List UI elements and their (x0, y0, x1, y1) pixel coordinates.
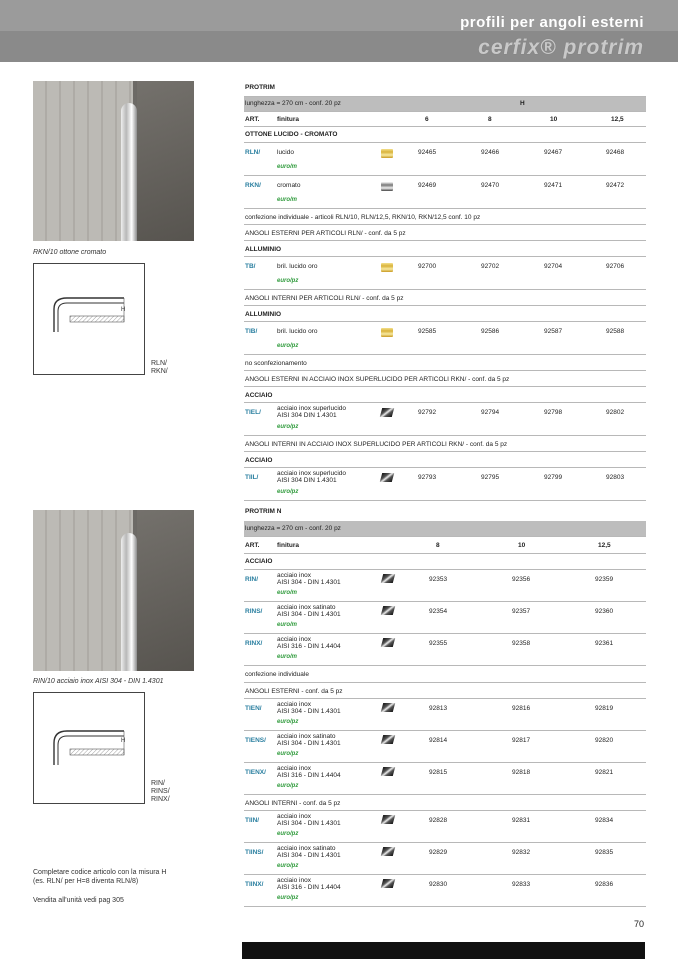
price-unit: euro/m (277, 164, 298, 170)
product-code: 92832 (512, 849, 531, 856)
product-row (244, 570, 646, 602)
column-header-row (244, 112, 646, 127)
note-row (244, 436, 646, 452)
note-row (244, 371, 646, 387)
table-title: PROTRIM (245, 84, 275, 91)
order-note (33, 868, 166, 886)
steel-finish-icon (381, 703, 395, 712)
product-code: 92361 (595, 640, 614, 647)
section-row (244, 452, 646, 468)
price-unit: euro/pz (277, 895, 299, 901)
product-row (244, 634, 646, 666)
product-code: 92819 (595, 705, 614, 712)
finish: bril. lucido oro (277, 263, 318, 270)
product-code: 92793 (418, 474, 437, 481)
finish-spec: AISI 304 DIN 1.4301 (277, 477, 337, 484)
product-photo-rkn (33, 81, 194, 241)
article-code: TIENX/ (245, 769, 266, 776)
product-row (244, 176, 646, 209)
finish-spec: AISI 316 - DIN 1.4404 (277, 884, 341, 891)
note-row (244, 225, 646, 241)
note-row (244, 666, 646, 683)
steel-finish-icon (380, 408, 394, 417)
steel-finish-icon (381, 735, 395, 744)
price-unit: euro/pz (277, 343, 299, 349)
finish: acciaio inox superlucido (277, 470, 347, 477)
finish-spec: AISI 304 - DIN 1.4301 (277, 579, 341, 586)
product-code: 92792 (418, 409, 437, 416)
finish: lucido (277, 149, 294, 156)
table-title-row (244, 508, 646, 521)
product-code: 92795 (481, 474, 500, 481)
product-code: 92467 (544, 149, 563, 156)
length-row (244, 97, 646, 112)
note-text: confezione individuale - articoli RLN/10, RLN/12,5, RKN/10, RKN/12,5 conf. 10 pz (245, 214, 481, 221)
profile-diagram-1 (33, 263, 145, 375)
article-code: RLN/ (245, 149, 261, 156)
note-line: Completare codice articolo con la misura H (33, 869, 167, 876)
section-row (244, 387, 646, 403)
diagram-code: RKN/ (151, 368, 168, 375)
product-code: 92358 (512, 640, 531, 647)
note-text: ANGOLI INTERNI IN ACCIAIO INOX SUPERLUCIDO PER ARTICOLI RKN/ - conf. da 5 pz (245, 441, 508, 448)
product-code: 92357 (512, 608, 531, 615)
article-code: TIINX/ (245, 881, 264, 888)
col-size: 8 (488, 116, 492, 123)
article-code: TIEL/ (245, 409, 261, 416)
product-row (244, 875, 646, 907)
col-size: 10 (550, 116, 558, 123)
product-code: 92813 (429, 705, 448, 712)
column-header-row (244, 537, 646, 554)
finish-spec: AISI 304 - DIN 1.4301 (277, 820, 341, 827)
article-code: TIIL/ (245, 474, 259, 481)
product-code: 92817 (512, 737, 531, 744)
product-code: 92802 (606, 409, 625, 416)
product-code: 92470 (481, 182, 500, 189)
finish-spec: AISI 316 - DIN 1.4404 (277, 772, 341, 779)
product-code: 92830 (429, 881, 448, 888)
product-row (244, 602, 646, 634)
note-text: ANGOLI ESTERNI - conf. da 5 pz (245, 688, 343, 695)
photo-caption-2: RIN/10 acciaio inox AISI 304 - DIN 1.4301 (33, 678, 164, 685)
product-row (244, 143, 646, 176)
product-code: 92818 (512, 769, 531, 776)
product-code: 92828 (429, 817, 448, 824)
price-unit: euro/pz (277, 863, 299, 869)
section-label: ALLUMINIO (245, 311, 282, 318)
article-code: RINX/ (245, 640, 263, 647)
finish: acciaio inox satinato (277, 845, 336, 852)
finish: cromato (277, 182, 301, 189)
note-row (244, 683, 646, 699)
photo-caption-1: RKN/10 ottone cromato (33, 249, 107, 256)
article-code: TIINS/ (245, 849, 264, 856)
product-row (244, 322, 646, 355)
finish: acciaio inox superlucido (277, 405, 347, 412)
product-code: 92831 (512, 817, 531, 824)
product-code: 92794 (481, 409, 500, 416)
finish-spec: AISI 304 DIN 1.4301 (277, 412, 337, 419)
note-row (244, 290, 646, 306)
table-title: PROTRIM N (245, 508, 282, 515)
col-size: 8 (436, 542, 440, 549)
col-size: 12,5 (598, 542, 611, 549)
col-size: 6 (425, 116, 429, 123)
steel-finish-icon (381, 574, 395, 583)
note-row (244, 209, 646, 225)
finish: bril. lucido oro (277, 328, 318, 335)
finish: acciaio inox satinato (277, 604, 336, 611)
col-finitura: finitura (277, 542, 300, 549)
price-unit: euro/pz (277, 831, 299, 837)
section-label: ACCIAIO (245, 558, 273, 565)
col-finitura: finitura (277, 116, 300, 123)
col-art: ART. (245, 116, 260, 123)
product-code: 92469 (418, 182, 437, 189)
finish: acciaio inox (277, 572, 311, 579)
page-header (0, 0, 678, 62)
steel-finish-icon (381, 879, 395, 888)
product-code: 92821 (595, 769, 614, 776)
product-code: 92585 (418, 328, 437, 335)
note-text: ANGOLI ESTERNI IN ACCIAIO INOX SUPERLUCIDO PER ARTICOLI RKN/ - conf. da 5 pz (245, 376, 510, 383)
footer-bar (242, 942, 645, 959)
product-code: 92814 (429, 737, 448, 744)
product-code: 92820 (595, 737, 614, 744)
finish-spec: AISI 304 - DIN 1.4301 (277, 740, 341, 747)
steel-finish-icon (381, 815, 395, 824)
brand-name: cerfix® protrim (478, 36, 644, 59)
product-code: 92833 (512, 881, 531, 888)
article-code: TIB/ (245, 328, 258, 335)
chrome-finish-icon (381, 182, 393, 191)
price-unit: euro/m (277, 654, 298, 660)
profile-diagram-2 (33, 692, 145, 804)
diagram-h-label-1: H (121, 307, 126, 313)
product-code: 92835 (595, 849, 614, 856)
article-code: RKN/ (245, 182, 261, 189)
diagram-1-codes (151, 360, 168, 376)
price-unit: euro/m (277, 197, 298, 203)
section-label: ACCIAIO (245, 392, 273, 399)
finish-spec: AISI 304 - DIN 1.4301 (277, 611, 341, 618)
diagram-code: RLN/ (151, 360, 167, 367)
price-unit: euro/m (277, 622, 298, 628)
price-unit: euro/pz (277, 783, 299, 789)
finish: acciaio inox (277, 765, 311, 772)
finish-spec: AISI 304 - DIN 1.4301 (277, 708, 341, 715)
article-code: TIENS/ (245, 737, 266, 744)
h-header: H (520, 100, 525, 107)
product-code: 92353 (429, 576, 448, 583)
finish-spec: AISI 316 - DIN 1.4404 (277, 643, 341, 650)
product-code: 92803 (606, 474, 625, 481)
product-code: 92706 (606, 263, 625, 270)
gold-finish-icon (381, 328, 393, 337)
product-code: 92799 (544, 474, 563, 481)
note-text: ANGOLI INTERNI PER ARTICOLI RLN/ - conf. da 5 pz (245, 295, 404, 302)
length-row (244, 521, 646, 537)
note-text: ANGOLI INTERNI - conf. da 5 pz (245, 800, 341, 807)
note-text: ANGOLI ESTERNI PER ARTICOLI RLN/ - conf. da 5 pz (245, 230, 406, 237)
price-unit: euro/pz (277, 489, 299, 495)
note-text: no sconfezionamento (245, 360, 307, 367)
length-label: lunghezza = 270 cm - conf. 20 pz (245, 100, 341, 107)
section-row (244, 306, 646, 322)
product-row (244, 403, 646, 436)
col-size: 10 (518, 542, 526, 549)
price-unit: euro/m (277, 590, 298, 596)
product-row (244, 257, 646, 290)
product-code: 92700 (418, 263, 437, 270)
price-unit: euro/pz (277, 278, 299, 284)
section-label: OTTONE LUCIDO - CROMATO (245, 131, 338, 138)
sale-note: Vendita all'unità vedi pag 305 (33, 897, 124, 904)
page-number: 70 (633, 919, 644, 929)
note-row (244, 795, 646, 811)
steel-finish-icon (380, 473, 394, 482)
article-code: TIEN/ (245, 705, 262, 712)
product-code: 92798 (544, 409, 563, 416)
finish: acciaio inox satinato (277, 733, 336, 740)
section-title: profili per angoli esterni (460, 14, 644, 31)
article-code: RIN/ (245, 576, 258, 583)
product-row (244, 811, 646, 843)
diagram-code: RIN/ (151, 780, 165, 787)
note-line: (es. RLN/ per H=8 diventa RLN/8) (33, 878, 139, 885)
finish: acciaio inox (277, 877, 311, 884)
product-code: 92466 (481, 149, 500, 156)
product-code: 92836 (595, 881, 614, 888)
product-code: 92360 (595, 608, 614, 615)
col-size: 12,5 (611, 116, 624, 123)
product-code: 92359 (595, 576, 614, 583)
col-art: ART. (245, 542, 260, 549)
diagram-h-label-2: H (121, 738, 126, 744)
product-code: 92587 (544, 328, 563, 335)
product-code: 92586 (481, 328, 500, 335)
product-row (244, 843, 646, 875)
gold-finish-icon (381, 263, 393, 272)
article-code: RINS/ (245, 608, 263, 615)
steel-finish-icon (381, 767, 395, 776)
steel-finish-icon (381, 847, 395, 856)
product-code: 92704 (544, 263, 563, 270)
note-text: confezione individuale (245, 671, 309, 678)
product-code: 92816 (512, 705, 531, 712)
steel-finish-icon (381, 638, 395, 647)
product-code: 92834 (595, 817, 614, 824)
finish-spec: AISI 304 - DIN 1.4301 (277, 852, 341, 859)
product-code: 92354 (429, 608, 448, 615)
section-label: ACCIAIO (245, 457, 273, 464)
product-code: 92588 (606, 328, 625, 335)
diagram-code: RINX/ (151, 796, 170, 803)
finish: acciaio inox (277, 813, 311, 820)
article-code: TIIN/ (245, 817, 260, 824)
finish: acciaio inox (277, 701, 311, 708)
price-unit: euro/pz (277, 719, 299, 725)
product-code: 92465 (418, 149, 437, 156)
section-row (244, 241, 646, 257)
product-code: 92815 (429, 769, 448, 776)
product-row (244, 731, 646, 763)
section-row (244, 127, 646, 143)
gold-finish-icon (381, 149, 393, 158)
product-row (244, 468, 646, 501)
price-unit: euro/pz (277, 751, 299, 757)
product-code: 92468 (606, 149, 625, 156)
section-row (244, 554, 646, 570)
table-title-row (244, 84, 646, 97)
diagram-code: RINS/ (151, 788, 170, 795)
product-code: 92702 (481, 263, 500, 270)
product-code: 92355 (429, 640, 448, 647)
product-code: 92472 (606, 182, 625, 189)
product-row (244, 763, 646, 795)
product-code: 92829 (429, 849, 448, 856)
product-photo-rin (33, 510, 194, 671)
product-row (244, 699, 646, 731)
product-code: 92471 (544, 182, 563, 189)
product-code: 92356 (512, 576, 531, 583)
note-row (244, 355, 646, 371)
diagram-2-codes (151, 780, 170, 804)
price-unit: euro/pz (277, 424, 299, 430)
section-label: ALLUMINIO (245, 246, 282, 253)
steel-finish-icon (381, 606, 395, 615)
length-label: lunghezza = 270 cm - conf. 20 pz (245, 525, 341, 532)
finish: acciaio inox (277, 636, 311, 643)
article-code: TB/ (245, 263, 256, 270)
